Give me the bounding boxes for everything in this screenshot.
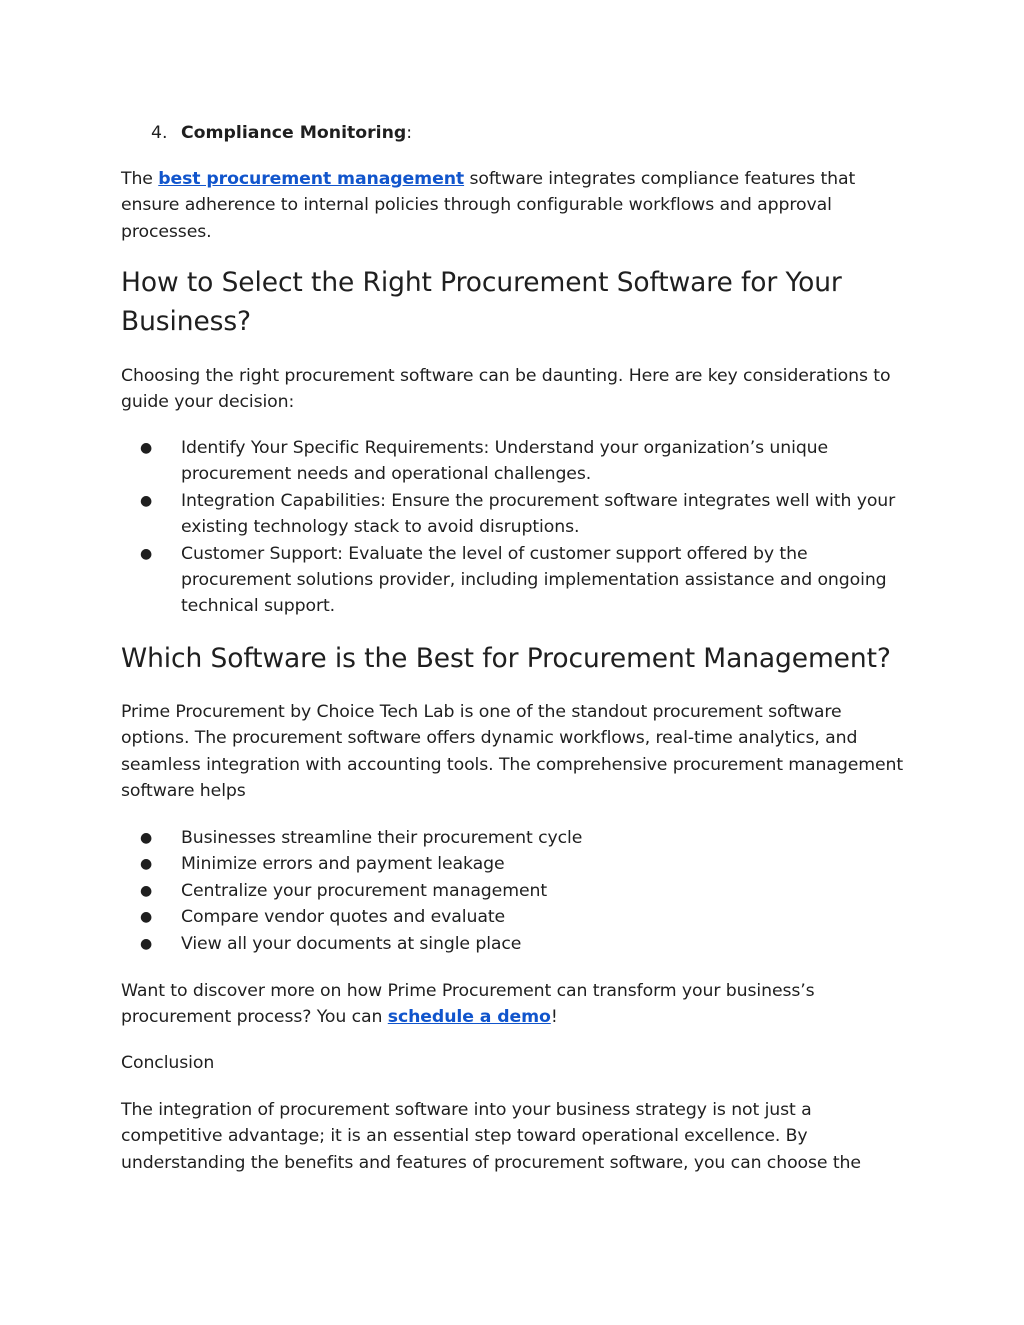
bullet-icon: ●	[140, 882, 153, 899]
heading-select-software: How to Select the Right Procurement Software for Your Business?	[121, 267, 842, 337]
compliance-colon: :	[406, 123, 413, 143]
compliance-paragraph: The best procurement management software integrates compliance features that ensure adherence to internal policies through configurable workflows and approval processes.	[121, 169, 856, 242]
best-procurement-management-link[interactable]: best procurement management	[158, 169, 465, 189]
list-item: ● Customer Support: Evaluate the level of customer support offered by the procurement solutions provider, including implementation assistance and ongoing technical support.	[121, 541, 906, 620]
bullet-icon: ●	[140, 856, 153, 873]
list-item: ● Minimize errors and payment leakage	[121, 851, 906, 877]
bullet-icon: ●	[140, 935, 153, 952]
considerations-list	[121, 435, 906, 620]
list-item: ● Compare vendor quotes and evaluate	[121, 904, 906, 930]
list-item: ● Centralize your procurement management	[121, 878, 906, 904]
list-item: ● Integration Capabilities: Ensure the procurement software integrates well with your existing technology stack to avoid disruptions.	[121, 488, 906, 541]
conclusion-paragraph: The integration of procurement software into your business strategy is not just a competitive advantage; it is an essential step toward operational excellence. By understanding the benefits and features of procurement software, you can choose the	[121, 1100, 861, 1173]
heading-best-software: Which Software is the Best for Procurement Management?	[121, 643, 891, 674]
prime-procurement-paragraph: Prime Procurement by Choice Tech Lab is one of the standout procurement software options. The procurement software offers dynamic workflows, real-time analytics, and seamless integration with accounting tools. The comprehensive procurement management software helps	[121, 702, 904, 802]
bullet-icon: ●	[140, 545, 153, 562]
list-item: ● View all your documents at single place	[121, 931, 906, 957]
bullet-icon: ●	[140, 909, 153, 926]
benefits-list	[121, 825, 906, 957]
list-item: ● Identify Your Specific Requirements: Understand your organization’s unique procurement needs and operational challenges.	[121, 435, 906, 488]
bullet-icon: ●	[140, 830, 153, 846]
bullet-icon: ●	[140, 440, 153, 456]
conclusion-label: Conclusion	[121, 1053, 215, 1073]
schedule-demo-link[interactable]: schedule a demo	[387, 1007, 551, 1028]
demo-paragraph: Want to discover more on how Prime Procurement can transform your business’s procurement process? You can schedule a demo!	[121, 981, 815, 1028]
list-number: 4.	[151, 123, 168, 143]
compliance-title: Compliance Monitoring	[181, 123, 407, 143]
bullet-icon: ●	[140, 492, 153, 509]
list-item: ● Businesses streamline their procurement cycle	[121, 825, 906, 851]
intro-paragraph: Choosing the right procurement software can be daunting. Here are key considerations to guide your decision:	[121, 366, 891, 413]
